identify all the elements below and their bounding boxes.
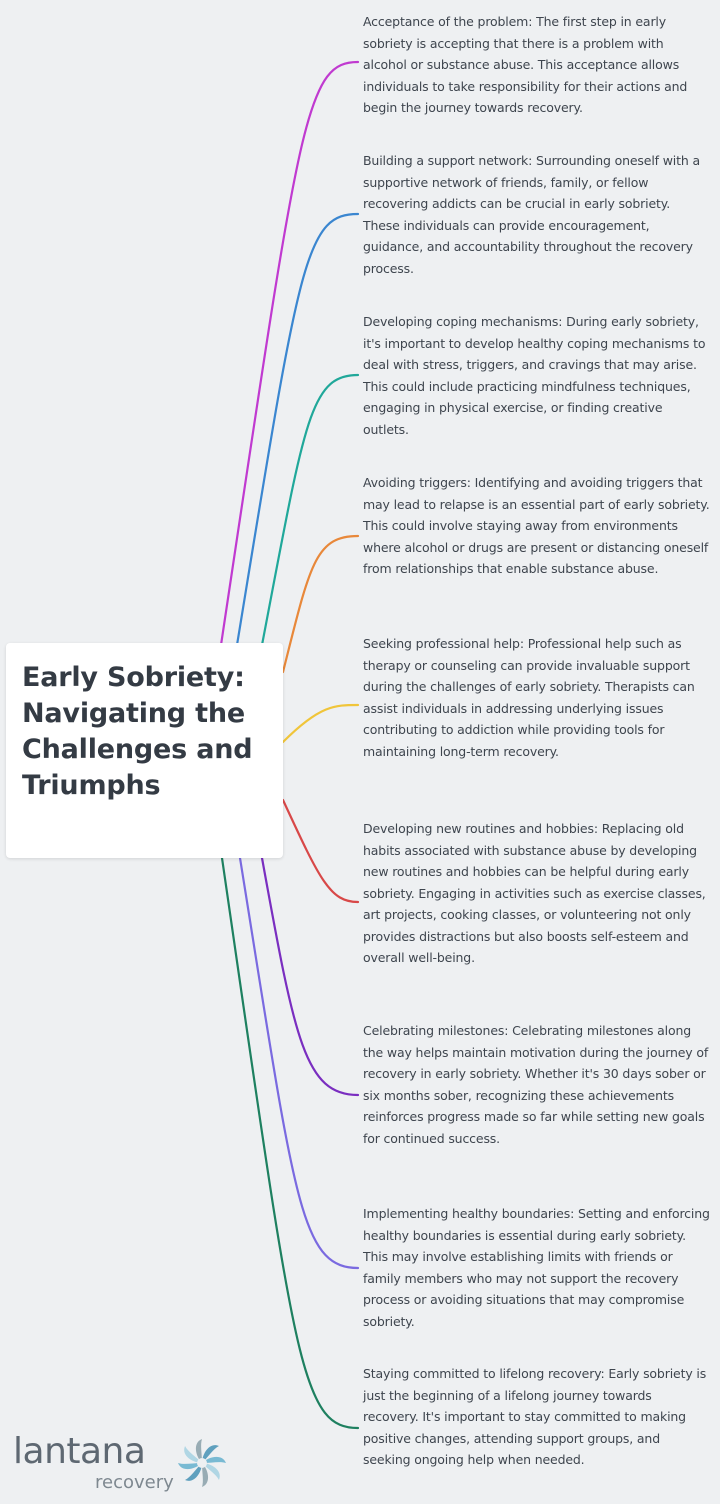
branch-support-network: Building a support network: Surrounding oneself with a supportive network of friends, family, or fellow recovering addicts can be crucial in early sobriety. These individuals can provide encouragement, guidance, and accountability throughout the recovery process. bbox=[363, 153, 700, 276]
branch-coping-mechanisms: Developing coping mechanisms: During early sobriety, it's important to develop healthy coping mechanisms to deal with stress, triggers, and cravings that may arise. This could include practicing mindfulness techniques, engaging in physical exercise, or finding creative outlets. bbox=[363, 314, 706, 437]
branch-lifelong-recovery: Staying committed to lifelong recovery: Early sobriety is just the beginning of a lifelong journey towards recovery. It's important to stay committed to making positive changes, attending support groups, and seeking ongoing help when needed. bbox=[363, 1366, 707, 1467]
connector-5 bbox=[283, 705, 358, 742]
central-topic-node bbox=[6, 643, 283, 858]
connector-8 bbox=[240, 858, 358, 1268]
connector-6 bbox=[283, 800, 358, 902]
branch-milestones: Celebrating milestones: Celebrating milestones along the way helps maintain motivation during the journey of recovery in early sobriety. Whether it's 30 days sober or six months sober, recognizing these achievements reinforces progress made so far while setting new goals for continued success. bbox=[363, 1023, 709, 1146]
branch-routines-hobbies: Developing new routines and hobbies: Replacing old habits associated with substance abuse by developing new routines and hobbies can be helpful during early sobriety. Engaging in activities such as exercise classes, art projects, cooking classes, or volunteering not only provides distractions but also boosts self-esteem and overall well-being. bbox=[363, 821, 706, 965]
connector-7 bbox=[262, 858, 358, 1095]
connector-4 bbox=[283, 536, 358, 672]
logo-swirl-icon bbox=[174, 1435, 230, 1491]
logo-center bbox=[197, 1458, 207, 1468]
logo-wordmark: lantana bbox=[13, 1431, 146, 1472]
connector-1 bbox=[221, 62, 358, 645]
central-topic-title: Early Sobriety: Navigating the Challenges and Triumphs bbox=[22, 662, 253, 801]
lantana-recovery-logo bbox=[13, 1433, 243, 1497]
branch-avoiding-triggers: Avoiding triggers: Identifying and avoiding triggers that may lead to relapse is an essential part of early sobriety. This could involve staying away from environments where alcohol or drugs are present or distancing oneself from relationships that enable substance abuse. bbox=[363, 475, 710, 576]
branch-acceptance: Acceptance of the problem: The first step in early sobriety is accepting that there is a problem with alcohol or substance abuse. This acceptance allows individuals to take responsibility for their actions and begin the journey towards recovery. bbox=[363, 14, 688, 115]
connector-9 bbox=[222, 858, 358, 1428]
connector-2 bbox=[237, 214, 358, 645]
branch-boundaries: Implementing healthy boundaries: Setting and enforcing healthy boundaries is essential during early sobriety. This may involve establishing limits with friends or family members who may not support the recovery process or avoiding situations that may compromise sobriety. bbox=[363, 1206, 710, 1329]
branch-professional-help: Seeking professional help: Professional help such as therapy or counseling can provide invaluable support during the challenges of early sobriety. Therapists can assist individuals in addressing underlying issues contributing to addiction while providing tools for maintaining long-term recovery. bbox=[363, 636, 695, 759]
logo-subtitle: recovery bbox=[95, 1472, 174, 1493]
connector-3 bbox=[262, 375, 358, 645]
